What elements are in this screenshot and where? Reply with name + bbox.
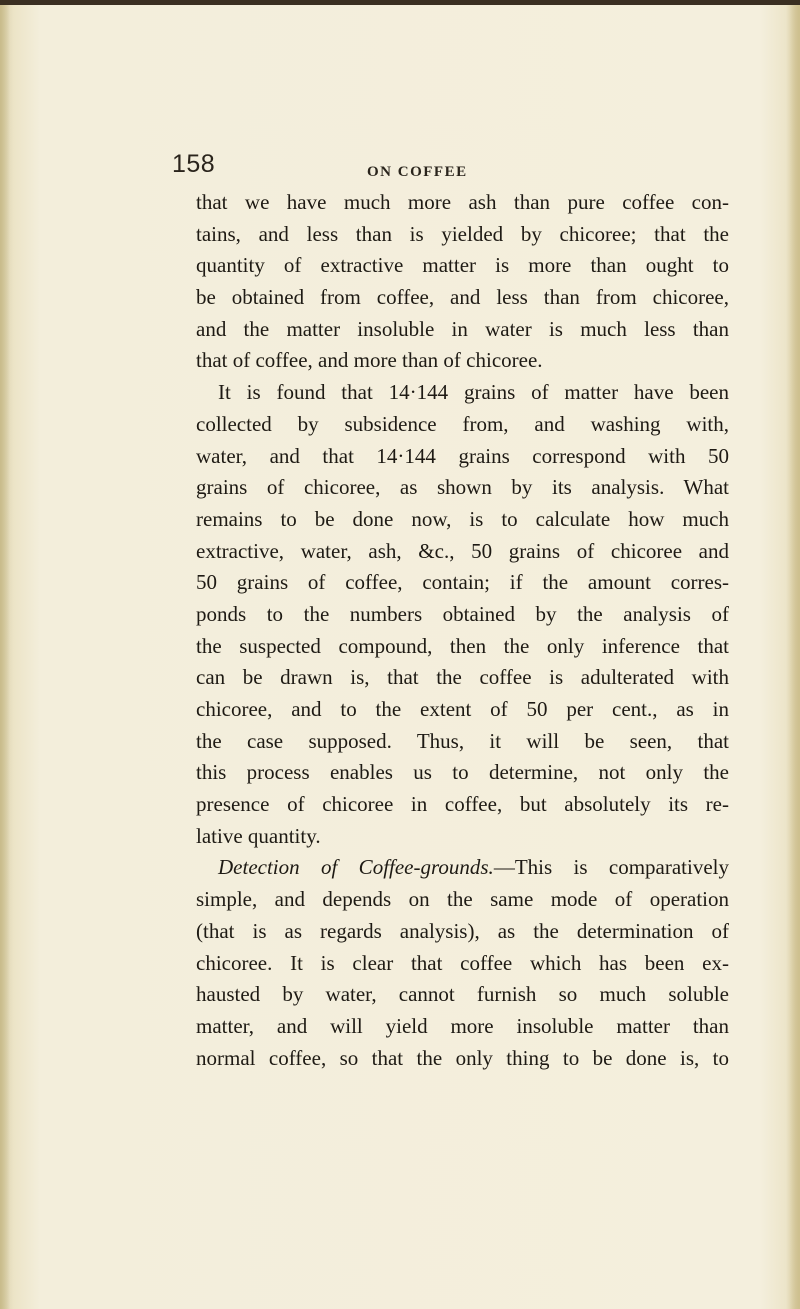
text-line: ponds to the numbers obtained by the analysis of <box>196 601 729 626</box>
text-line: presence of chicoree in coffee, but absolutely its re- <box>196 792 729 817</box>
page-edge-shadow <box>786 5 800 1309</box>
text-line: can be drawn is, that the coffee is adulterated with <box>196 665 729 690</box>
text-line: the suspected compound, then the only inference that <box>196 633 729 658</box>
section-heading-continuation: —This is comparatively <box>493 855 729 880</box>
body-text <box>196 187 729 1074</box>
text-line: the case supposed. Thus, it will be seen, that <box>196 728 729 753</box>
text-line: this process enables us to determine, not only the <box>196 760 729 785</box>
text-line: collected by subsidence from, and washing with, <box>196 411 729 436</box>
text-line: extractive, water, ash, &c., 50 grains of chicoree and <box>196 538 729 563</box>
text-line: normal coffee, so that the only thing to be done is, to <box>196 1045 729 1070</box>
page-top-edge <box>0 0 800 5</box>
page-number: 158 <box>172 150 216 178</box>
text-line: grains of chicoree, as shown by its analysis. What <box>196 475 729 500</box>
text-line: chicoree. It is clear that coffee which has been ex- <box>196 950 729 975</box>
text-line: that we have much more ash than pure coffee con- <box>196 190 729 214</box>
section-heading: Detection of Coffee-grounds. <box>218 855 494 880</box>
gutter-shadow <box>0 5 10 1309</box>
text-line: quantity of extractive matter is more than ought to <box>196 253 729 278</box>
text-line: be obtained from coffee, and less than from chicoree, <box>196 285 729 310</box>
text-line: matter, and will yield more insoluble matter than <box>196 1013 729 1038</box>
text-line: (that is as regards analysis), as the determination of <box>196 918 729 943</box>
text-line: hausted by water, cannot furnish so much soluble <box>196 982 729 1007</box>
text-line: lative quantity. <box>196 823 321 848</box>
running-title: ON COFFEE <box>367 164 468 180</box>
text-line: remains to be done now, is to calculate how much <box>196 506 729 531</box>
text-line: and the matter insoluble in water is much less than <box>196 316 729 341</box>
text-line: tains, and less than is yielded by chicoree; that the <box>196 221 729 246</box>
text-line: water, and that 14·144 grains correspond with 50 <box>196 443 729 468</box>
text-line: 50 grains of coffee, contain; if the amount corres- <box>196 570 729 595</box>
running-head <box>172 150 732 184</box>
text-line: It is found that 14·144 grains of matter have been <box>218 380 729 405</box>
section-heading-line <box>196 852 729 884</box>
text-line: simple, and depends on the same mode of operation <box>196 887 729 912</box>
text-line: chicoree, and to the extent of 50 per cent., as in <box>196 697 729 721</box>
text-line: that of coffee, and more than of chicoree. <box>196 348 543 373</box>
